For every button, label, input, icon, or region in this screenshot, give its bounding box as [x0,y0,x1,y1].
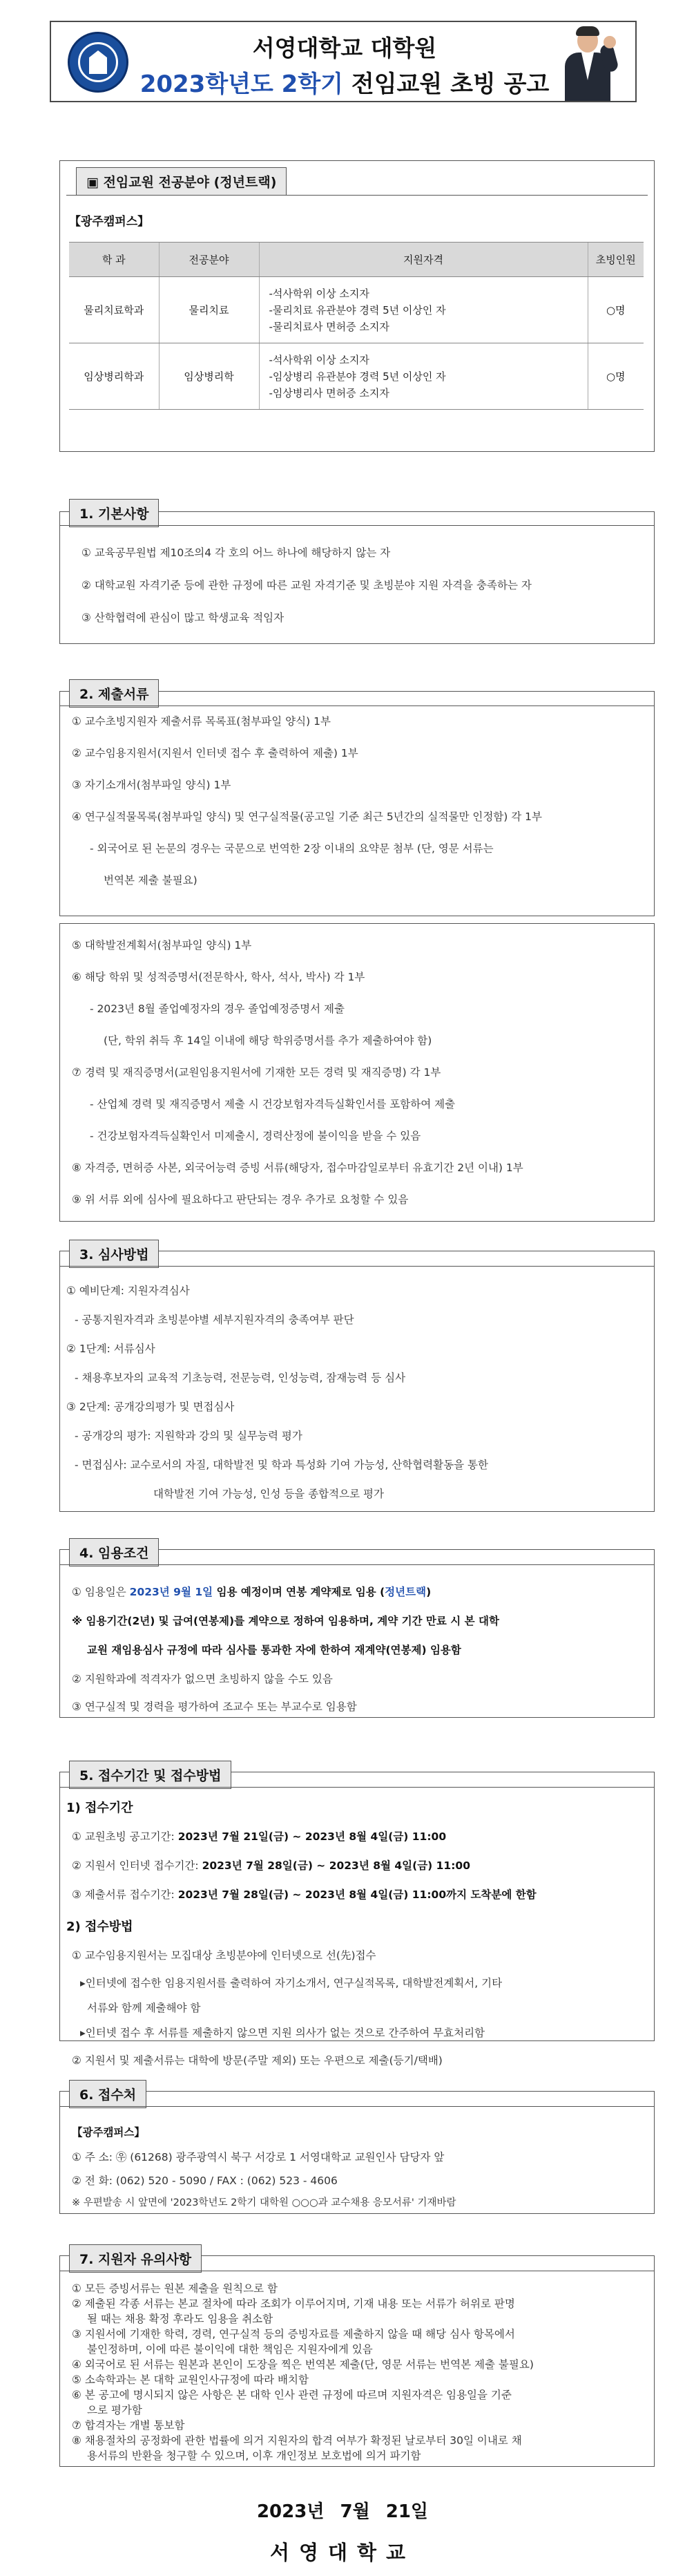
review-item: 대학발전 기여 가능성, 인성 등을 종합적으로 평가 [153,1488,384,1500]
header-title-line1: 서영대학교 대학원 [252,35,437,61]
cell-quals: -석사학위 이상 소지자 -물리치료 유관분야 경력 5년 이상인 자 -물리치료사 면허증 소지자 [259,277,588,343]
documents-item: ④ 연구실적물목록(첨부파일 양식) 및 연구실적물(공고일 기준 최근 5년간의 실적물만 인정함) 각 1부 [72,811,542,823]
documents-item: - 건강보험자격득실확인서 미제출시, 경력산정에 불이익을 받을 수 있음 [90,1130,421,1142]
col-header-major: 전공분야 [159,243,259,277]
documents-item: (단, 학위 취득 후 14일 이내에 해당 학위증명서를 추가 제출하여야 함) [104,1034,432,1047]
review-item: ③ 2단계: 공개강의평가 및 면접심사 [66,1401,235,1413]
application-method-item: ① 교수임용지원서는 모집대상 초빙분야에 인터넷으로 선(先)접수 [72,1949,376,1962]
review-item: - 채용후보자의 교육적 기초능력, 전문능력, 인성능력, 잠재능력 등 심사 [75,1372,406,1384]
cell-dept: 임상병리학과 [69,343,159,410]
conditions-item: ② 지원학과에 적격자가 없으면 초빙하지 않을 수도 있음 [72,1673,333,1685]
basic-item: ② 대학교원 자격기준 등에 관한 규정에 따른 교원 자격기준 및 초빙분야 지원 자격을 충족하는 자 [81,579,532,591]
application-period-heading: 1) 접수기간 [66,1801,133,1815]
documents-item: ⑨ 위 서류 외에 심사에 필요하다고 판단되는 경우 추가로 요청할 수 있음 [72,1193,409,1206]
reception-section-title: 6. 접수처 [69,2080,146,2108]
documents-item: ⑤ 대학발전계획서(첨부파일 양식) 1부 [72,939,252,951]
application-period-item: ③ 제출서류 접수기간: 2023년 7월 28일(금) ~ 2023년 8월 4일(금) 11:00까지 도착분에 한함 [72,1888,537,1901]
notes-item: ② 제출된 각종 서류는 본교 절차에 따라 조회가 이루어지며, 기재 내용 또는 서류가 허위로 판명 [72,2298,515,2310]
majors-table [69,242,644,410]
review-item: - 공통지원자격과 초빙분야별 세부지원자격의 충족여부 판단 [75,1314,354,1326]
conditions-item: ① 임용일은 2023년 9월 1일 임용 예정이며 연봉 계약제로 임용 (정년트랙) [72,1586,432,1598]
application-method-heading: 2) 접수방법 [66,1920,133,1934]
col-header-count: 초빙인원 [588,243,644,277]
notes-item: ⑤ 소속학과는 본 대학 교원인사규정에 따라 배치함 [72,2374,309,2386]
application-method-item: 서류와 함께 제출해야 함 [87,2002,201,2014]
documents-item: ③ 자기소개서(첨부파일 양식) 1부 [72,779,231,791]
documents-item: ② 교수임용지원서(지원서 인터넷 접수 후 출력하여 제출) 1부 [72,747,358,759]
basic-item: ① 교육공무원법 제10조의4 각 호의 어느 하나에 해당하지 않는 자 [81,547,391,559]
conditions-section-title: 4. 임용조건 [69,1538,159,1566]
documents-item: - 2023년 8월 졸업예정자의 경우 졸업예정증명서 제출 [90,1003,345,1015]
reception-phone: ② 전 화: (062) 520 - 5090 / FAX : (062) 523 - 4606 [72,2175,338,2187]
review-item: - 공개강의 평가: 지원학과 강의 및 실무능력 평가 [75,1430,302,1442]
notes-item: ⑧ 채용절차의 공정화에 관한 법률에 의거 지원자의 합격 여부가 확정된 날로부터 30일 이내로 채 [72,2434,522,2447]
notes-item: 용서류의 반환을 청구할 수 있으며, 이후 개인정보 보호법에 의거 파기함 [87,2450,421,2462]
conditions-item: ③ 연구실적 및 경력을 평가하여 조교수 또는 부교수로 임용함 [72,1701,357,1713]
fields-section-title: ▣ 전임교원 전공분야 (정년트랙) [76,167,287,196]
application-section-title: 5. 접수기간 및 접수방법 [69,1761,231,1789]
documents-item: ⑥ 해당 학위 및 성적증명서(전문학사, 학사, 석사, 박사) 각 1부 [72,971,365,983]
reception-note: ※ 우편발송 시 앞면에 '2023학년도 2학기 대학원 ○○○과 교수채용 응모서류' 기재바람 [72,2197,456,2208]
notes-item: ⑦ 합격자는 개별 통보함 [72,2419,185,2432]
fields-campus-label: 【광주캠퍼스】 [69,215,150,229]
application-method-item: ▸인터넷 접수 후 서류를 제출하지 않으면 지원 의사가 없는 것으로 간주하여 무효처리함 [80,2027,485,2039]
documents-item: ⑦ 경력 및 재직증명서(교원임용지원서에 기재한 모든 경력 및 재직증명) 각 1부 [72,1066,441,1079]
header-year-semester: 2023학년도 2학기 [139,70,344,98]
documents-item: - 외국어로 된 논문의 경우는 국문으로 번역한 2장 이내의 요약문 첨부 (단, 영문 서류는 [90,842,494,855]
table-row [69,343,644,410]
review-item: ① 예비단계: 지원자격심사 [66,1285,190,1297]
header-banner [50,21,637,102]
cell-count: ○명 [588,343,644,410]
documents-item: - 산업체 경력 및 재직증명서 제출 시 건강보험자격득실확인서를 포함하여 제출 [90,1098,456,1110]
cell-major: 임상병리학 [159,343,259,410]
reception-campus: 【광주캠퍼스】 [72,2126,145,2139]
notes-item: 불인정하며, 이에 따른 불이익에 대한 책임은 지원자에게 있음 [87,2343,373,2356]
documents-item: ① 교수초빙지원자 제출서류 목록표(첨부파일 양식) 1부 [72,715,331,728]
review-item: ② 1단계: 서류심사 [66,1343,155,1355]
notes-section-title: 7. 지원자 유의사항 [69,2244,202,2273]
application-period-item: ① 교원초빙 공고기간: 2023년 7월 21일(금) ~ 2023년 8월 4일(금) 11:00 [72,1830,447,1843]
notes-item: ④ 외국어로 된 서류는 원본과 본인이 도장을 찍은 번역본 제출(단, 영문 서류는 번역본 제출 불필요) [72,2358,534,2371]
cell-major: 물리치료 [159,277,259,343]
reception-address: ① 주 소: ㉾ (61268) 광주광역시 북구 서강로 1 서영대학교 교원인사 담당자 앞 [72,2151,445,2163]
cell-count: ○명 [588,277,644,343]
businessman-illustration-icon [555,26,621,101]
table-row [69,277,644,343]
notes-item: ③ 지원서에 기재한 학력, 경력, 연구실적 등의 증빙자료를 제출하지 않을 때 해당 심사 항목에서 [72,2328,515,2340]
university-name: 서영대학교 [269,2541,416,2564]
documents-section-title: 2. 제출서류 [69,679,159,708]
application-method-item: ▸인터넷에 접수한 임용지원서를 출력하여 자기소개서, 연구실적목록, 대학발전계획서, 기타 [80,1977,503,1989]
documents-item: ⑧ 자격증, 면허증 사본, 외국어능력 증빙 서류(해당자, 접수마감일로부터 유효기간 2년 이내) 1부 [72,1162,523,1174]
notes-item: ① 모든 증빙서류는 원본 제출을 원칙으로 함 [72,2282,278,2295]
notes-item: ⑥ 본 공고에 명시되지 않은 사항은 본 대학 인사 관련 규정에 따르며 지원자격은 임용일을 기준 [72,2389,512,2401]
documents-item: 번역본 제출 불필요) [104,874,197,887]
col-header-dept: 학 과 [69,243,159,277]
cell-dept: 물리치료학과 [69,277,159,343]
application-period-item: ② 지원서 인터넷 접수기간: 2023년 7월 28일(금) ~ 2023년 8월 4일(금) 11:00 [72,1859,470,1872]
col-header-quals: 지원자격 [259,243,588,277]
review-section-title: 3. 심사방법 [69,1240,159,1268]
header-title-rest: 전임교원 초빙 공고 [343,70,550,98]
conditions-note: 교원 재임용심사 규정에 따라 심사를 통과한 자에 한하여 재계약(연봉제) 임용함 [87,1644,461,1656]
basic-section-title: 1. 기본사항 [69,499,159,527]
cell-quals: -석사학위 이상 소지자 -임상병리 유관분야 경력 5년 이상인 자 -임상병리사 면허증 소지자 [259,343,588,410]
notes-item: 으로 평가함 [87,2404,142,2416]
notes-item: 될 때는 채용 확정 후라도 임용을 취소함 [87,2313,273,2325]
header-title-line2 [51,65,638,99]
review-item: - 면접심사: 교수로서의 자질, 대학발전 및 학과 특성화 기여 가능성, 산학협력활동을 통한 [75,1459,488,1471]
announcement-date: 2023년 7월 21일 [256,2501,429,2522]
basic-item: ③ 산학협력에 관심이 많고 학생교육 적임자 [81,612,284,624]
conditions-section [59,1549,655,1718]
conditions-note: ※ 임용기간(2년) 및 급여(연봉제)를 계약으로 정하여 임용하며, 계약 기간 만료 시 본 대학 [72,1615,499,1627]
application-method-item: ② 지원서 및 제출서류는 대학에 방문(주말 제외) 또는 우편으로 제출(등기/택배) [72,2054,443,2067]
